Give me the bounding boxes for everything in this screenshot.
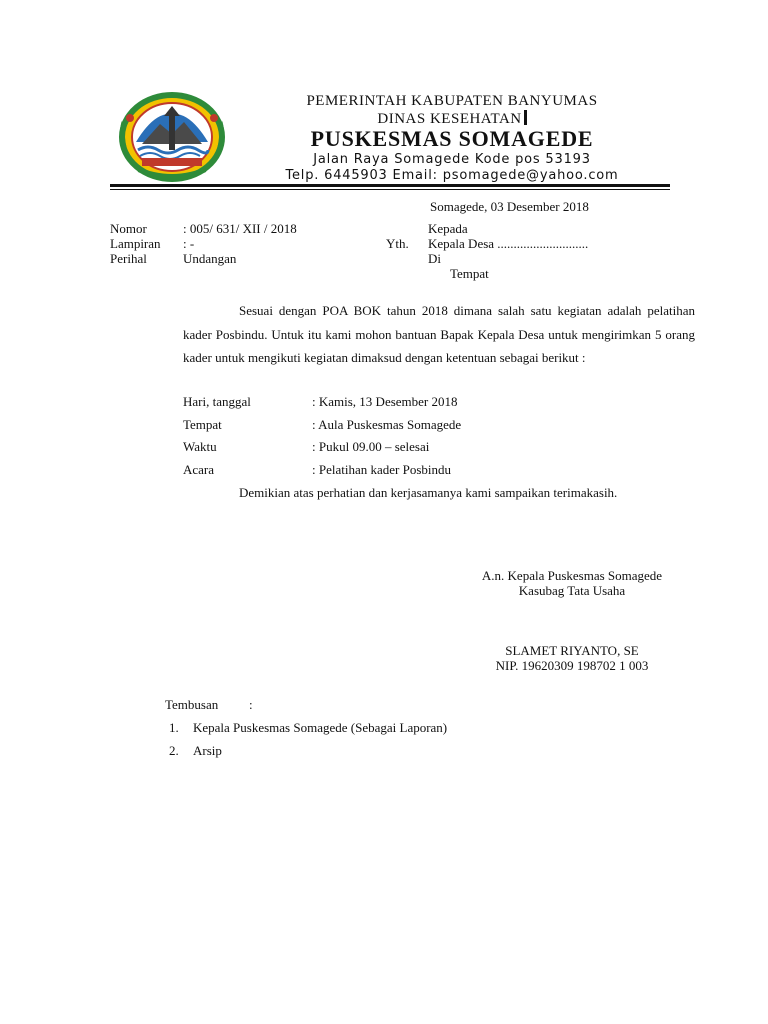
nomor-label: Nomor [110, 221, 147, 236]
kop-divider-thick [110, 184, 670, 187]
detail-label-acara: Acara [183, 462, 215, 477]
detail-label-hari: Hari, tanggal [183, 394, 251, 409]
signature-position: Kasubag Tata Usaha [518, 583, 626, 598]
text-cursor-mark [524, 110, 527, 125]
kop-line-address: Jalan Raya Somagede Kode pos 53193 [313, 152, 591, 167]
detail-label-waktu: Waktu [183, 439, 217, 454]
tembusan-item-number: 1. [169, 720, 179, 735]
detail-value-tempat: : Aula Puskesmas Somagede [312, 417, 462, 432]
recipient-tempat: Tempat [450, 266, 489, 281]
kop-line-puskesmas: PUSKESMAS SOMAGEDE [310, 126, 594, 151]
tembusan-item-text: Kepala Puskesmas Somagede (Sebagai Laporan) [193, 720, 448, 735]
lampiran-label: Lampiran [110, 236, 161, 251]
detail-label-tempat: Tempat [183, 417, 222, 432]
detail-value-hari: : Kamis, 13 Desember 2018 [312, 394, 458, 409]
recipient-to: Kepala Desa ............................ [428, 236, 589, 251]
signature-name: SLAMET RIYANTO, SE [505, 643, 639, 658]
regency-emblem-logo [118, 92, 226, 182]
recipient-di: Di [428, 251, 441, 266]
signature-nip: NIP. 19620309 198702 1 003 [495, 658, 649, 673]
detail-value-acara: : Pelatihan kader Posbindu [312, 462, 452, 477]
detail-value-waktu: : Pukul 09.00 – selesai [312, 439, 430, 454]
kop-line-government: PEMERINTAH KABUPATEN BANYUMAS [306, 93, 598, 109]
signature-on-behalf: A.n. Kepala Puskesmas Somagede [481, 568, 663, 583]
tembusan-item-text: Arsip [193, 743, 222, 758]
perihal-value: Undangan [183, 251, 237, 266]
nomor-value: : 005/ 631/ XII / 2018 [183, 221, 297, 236]
place-date: Somagede, 03 Desember 2018 [430, 199, 589, 214]
tembusan-colon: : [249, 697, 253, 712]
tembusan-item-number: 2. [169, 743, 179, 758]
recipient-kepada: Kepada [428, 221, 468, 236]
kop-department-text: DINAS KESEHATAN [377, 111, 522, 127]
body-paragraph: Sesuai dengan POA BOK tahun 2018 dimana salah satu kegiatan adalah pelatihan kader Posbindu. Untuk itu kami mohon bantuan Bapak Kepala Desa untuk mengirimkan 5 orang kader untuk mengikuti kegiatan dimaksud dengan ketentuan sebagai berikut : [183, 303, 695, 365]
perihal-label: Perihal [110, 251, 147, 266]
closing-sentence: Demikian atas perhatian dan kerjasamanya kami sampaikan terimakasih. [239, 485, 618, 500]
lampiran-value: : - [183, 236, 195, 251]
kop-divider-thin [110, 189, 670, 190]
kop-line-contact: Telp. 6445903 Email: psomagede@yahoo.com [285, 168, 619, 183]
tembusan-label: Tembusan [165, 697, 219, 712]
recipient-yth: Yth. [386, 236, 409, 251]
